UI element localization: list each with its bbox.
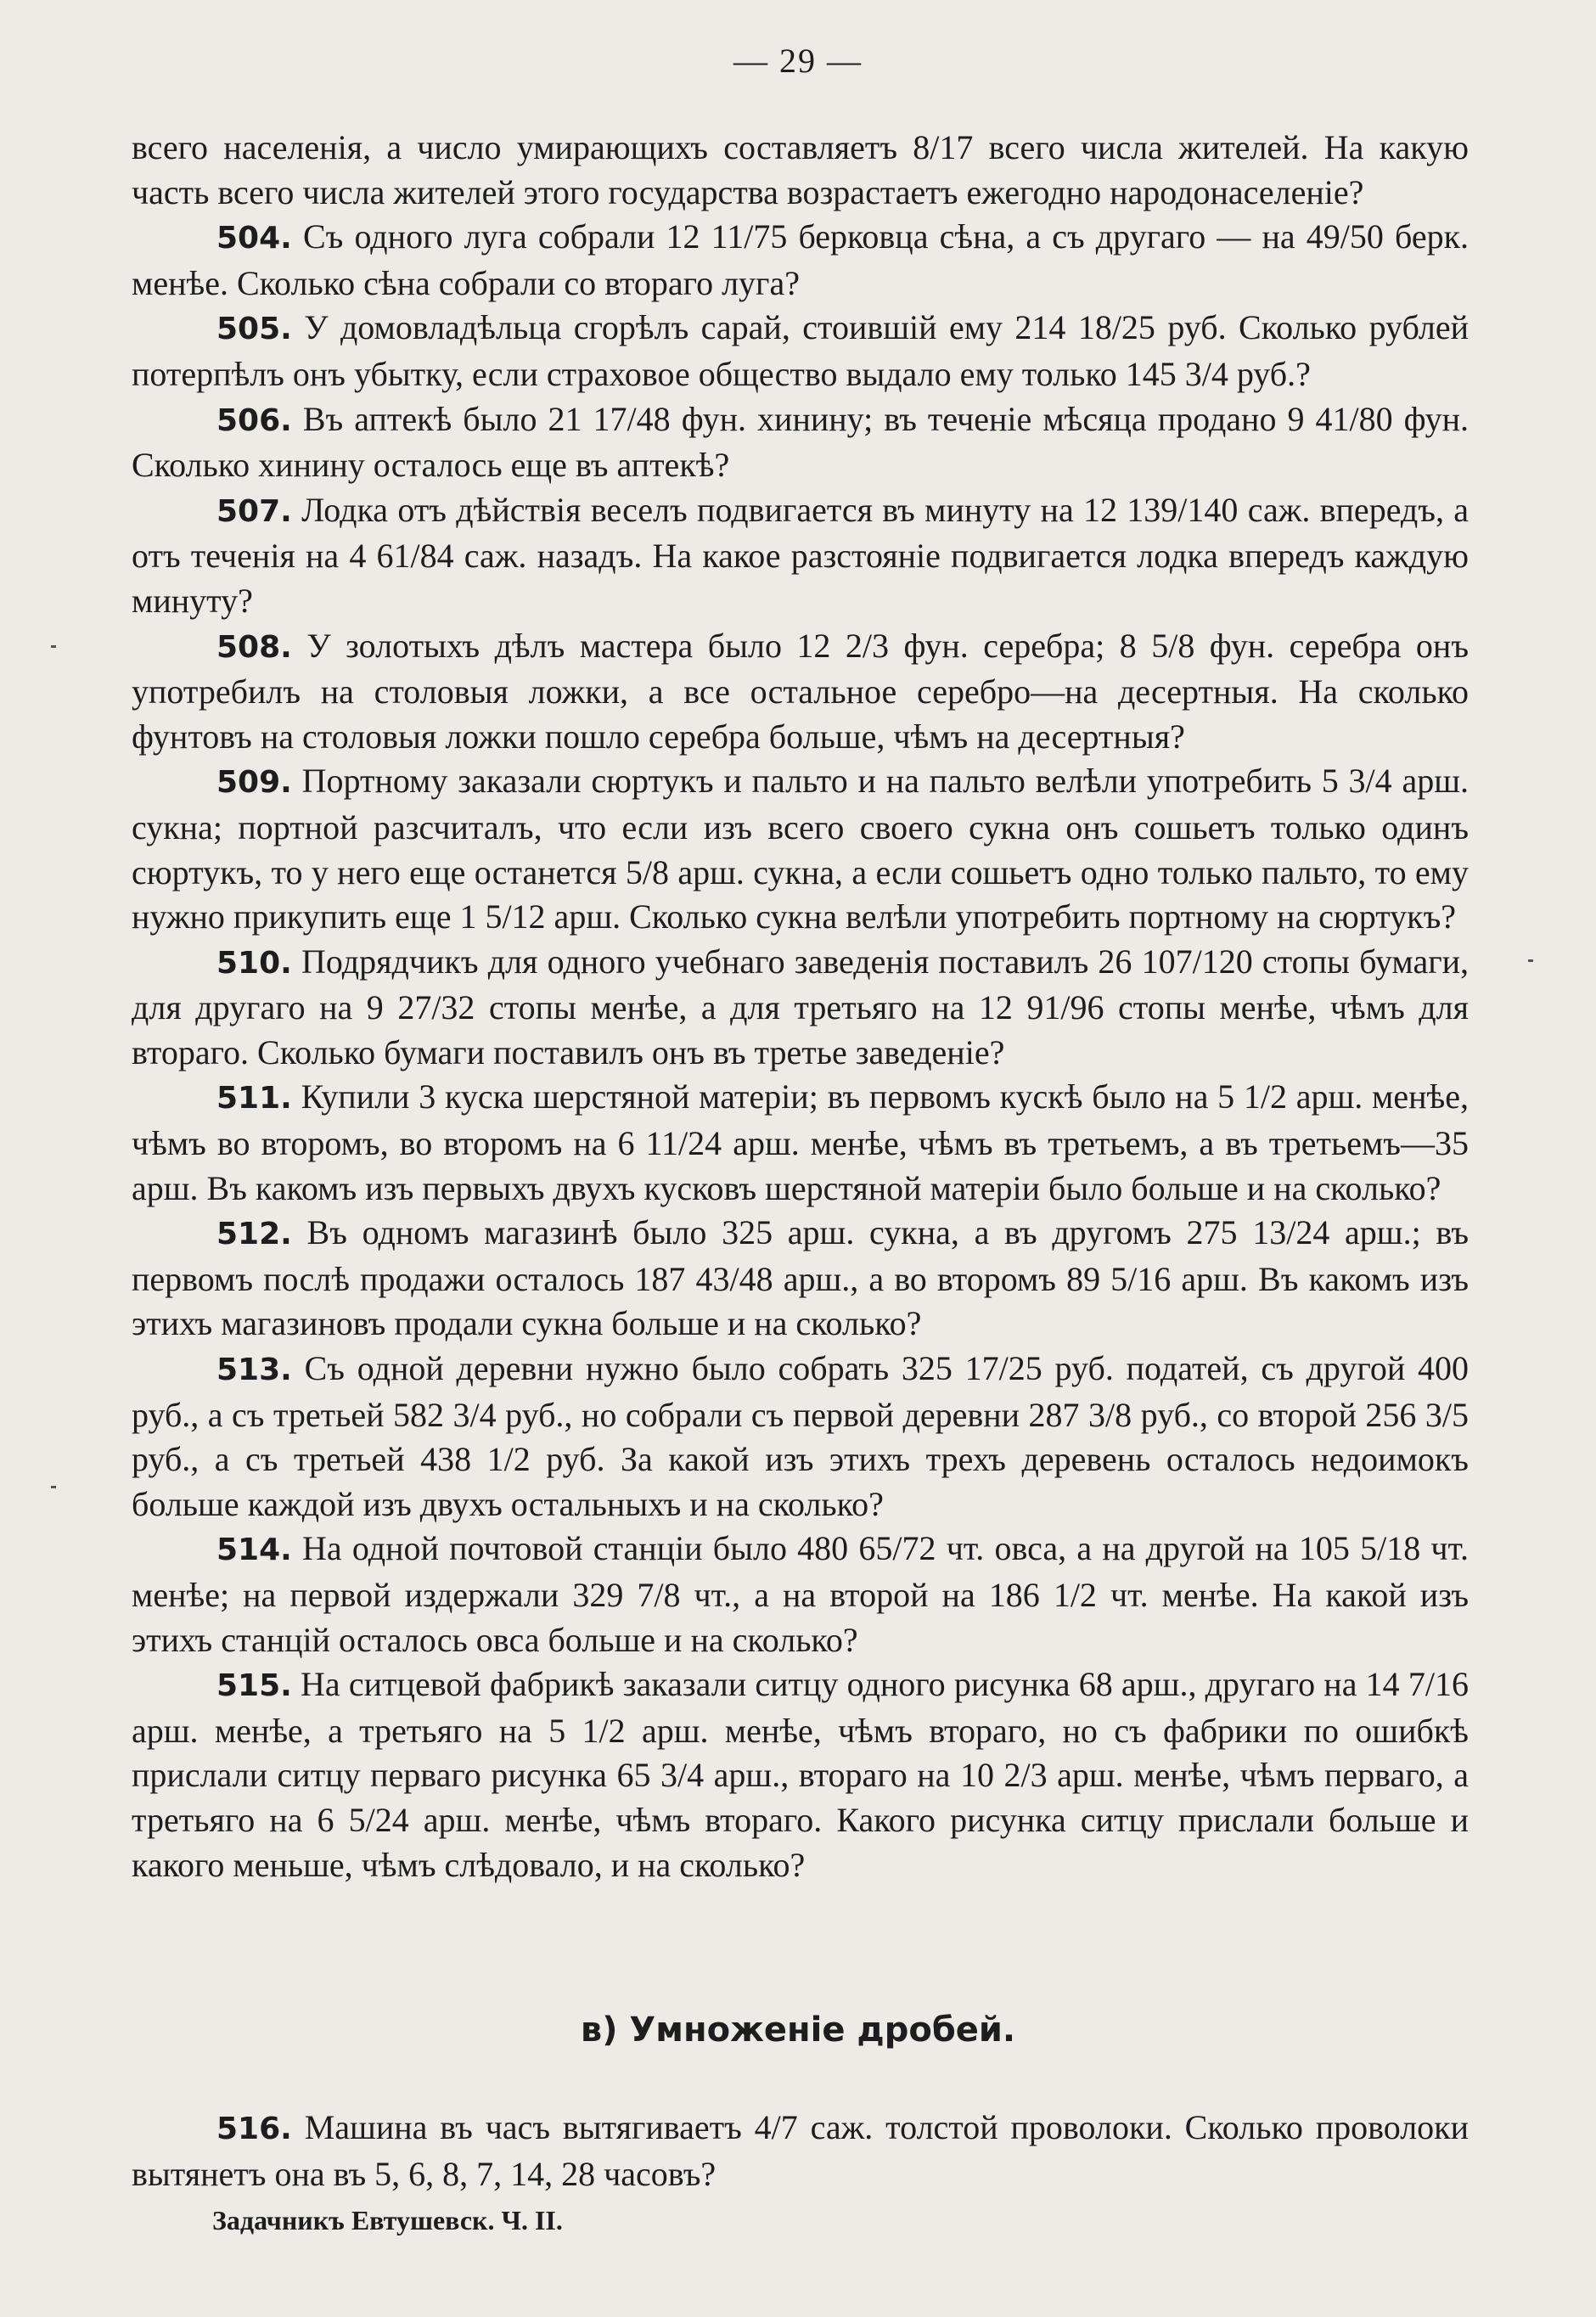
problems-block	[132, 126, 1469, 1887]
problem-516	[132, 2106, 1469, 2196]
problem-text: Въ аптекѣ было 21 17/48 фун. хинину; въ теченіе мѣсяца продано 9 41/80 фун. Сколько хинину осталось еще въ аптекѣ?	[132, 399, 1469, 485]
problem-number: 510.	[216, 945, 292, 981]
problem-number: 513.	[216, 1353, 292, 1388]
problem-506	[132, 397, 1469, 488]
problem-text: Портному заказали сюртукъ и пальто и на пальто велѣли употребить 5 3/4 арш. сукна; портной разсчиталъ, что если изъ всего своего сукна онъ сошьетъ только одинъ сюртукъ, то у него еще останется 5/8 арш. сукна, а если сошьетъ одно только пальто, то ему нужно прикупить еще 1 5/12 арш. Сколько сукна велѣли употребить портному на сюртукъ?	[132, 762, 1469, 936]
problem-text: Купили 3 куска шерстяной матеріи; въ первомъ кускѣ было на 5 1/2 арш. менѣе, чѣмъ во второмъ, во второмъ на 6 11/24 арш. менѣе, чѣмъ въ третьемъ, а въ третьемъ—35 арш. Въ какомъ изъ первыхъ двухъ кусковъ шерстяной матеріи было больше и на сколько?	[132, 1077, 1470, 1207]
problem-number: 512.	[216, 1217, 292, 1252]
problem-text: Съ одной деревни нужно было собрать 325 17/25 руб. податей, съ другой 400 руб., а съ третьей 582 3/4 руб., но собрали съ первой деревни 287 3/8 руб., со второй 256 3/5 руб., а съ третьей 438 1/2 руб. За какой изъ этихъ трехъ деревень осталось недоимокъ больше каждой изъ двухъ остальныхъ и на сколько?	[132, 1349, 1469, 1523]
problem-507	[132, 488, 1469, 624]
problem-number: 507.	[216, 493, 292, 529]
problem-text: Машина въ часъ вытягиваетъ 4/7 саж. толстой проволоки. Сколько проволоки вытянетъ она въ 5, 6, 8, 7, 14, 28 часовъ?	[132, 2108, 1469, 2193]
problem-number: 509.	[216, 765, 292, 801]
margin-mark	[51, 1486, 56, 1488]
problem-508	[132, 624, 1469, 760]
problem-number: 505.	[216, 312, 292, 347]
problem-text: Въ одномъ магазинѣ было 325 арш. сукна, а въ другомъ 275 13/24 арш.; въ первомъ послѣ продажи осталось 187 43/48 арш., а во второмъ 89 5/16 арш. Въ какомъ изъ этихъ магазиновъ продали сукна больше и на сколько?	[132, 1213, 1470, 1343]
problem-number: 516.	[216, 2112, 292, 2146]
problem-number: 504.	[216, 221, 292, 256]
paragraph-continuation	[132, 126, 1469, 215]
problem-number: 511.	[216, 1081, 292, 1116]
section-title: в) Умноженіе дробей.	[580, 2011, 1016, 2050]
problem-number: 514.	[216, 1532, 292, 1568]
problem-text: У домовладѣльца сгорѣлъ сарай, стоившій ему 214 18/25 руб. Сколько рублей потерпѣлъ онъ убытку, если страховое общество выдало ему только 145 3/4 руб.?	[132, 308, 1470, 393]
problem-513	[132, 1347, 1469, 1527]
problem-515	[132, 1662, 1469, 1887]
page-number: — 29 —	[733, 42, 863, 80]
problem-505	[132, 306, 1469, 396]
problem-text: Лодка отъ дѣйствія веселъ подвигается въ минуту на 12 139/140 саж. впередъ, а отъ теченія на 4 61/84 саж. назадъ. На какое разстояніе подвигается лодка впередъ каждую минуту?	[132, 490, 1470, 620]
problem-text: Съ одного луга собрали 12 11/75 берковца сѣна, а съ другаго — на 49/50 берк. менѣе. Сколько сѣна собрали со втораго луга?	[132, 217, 1470, 302]
margin-mark	[1528, 959, 1533, 962]
footer-signature: Задачникъ Евтушевск. Ч. II.	[212, 2205, 563, 2235]
problem-number: 508.	[216, 629, 292, 665]
problem-512	[132, 1211, 1469, 1347]
problem-514	[132, 1527, 1469, 1662]
margin-mark	[51, 645, 56, 648]
problem-510	[132, 940, 1469, 1076]
problem-number: 515.	[216, 1668, 292, 1704]
problem-number: 506.	[216, 402, 292, 438]
problem-text: На ситцевой фабрикѣ заказали ситцу одного рисунка 68 арш., другаго на 14 7/16 арш. менѣе, а третьяго на 5 1/2 арш. менѣе, чѣмъ втораго, но съ фабрики по ошибкѣ прислали ситцу перваго рисунка 65 3/4 арш., втораго на 10 2/3 арш. менѣе, чѣмъ перваго, а третьяго на 6 5/24 арш. менѣе, чѣмъ втораго. Какого рисунка ситцу прислали больше и какого меньше, чѣмъ слѣдовало, и на сколько?	[132, 1665, 1470, 1884]
paragraph-text: всего населенія, а число умирающихъ составляетъ 8/17 всего числа жителей. На какую часть всего числа жителей этого государства возрастаетъ ежегодно народонаселеніе?	[132, 128, 1469, 211]
problem-text: На одной почтовой станціи было 480 65/72 чт. овса, а на другой на 105 5/18 чт. менѣе; на первой издержали 329 7/8 чт., а на второй на 186 1/2 чт. менѣе. На какой изъ этихъ станцій осталось овса больше и на сколько?	[132, 1529, 1470, 1659]
problem-504	[132, 215, 1469, 306]
problem-text: У золотыхъ дѣлъ мастера было 12 2/3 фун. серебра; 8 5/8 фун. серебра онъ употребилъ на столовыя ложки, а все остальное серебро—на десертныя. На сколько фунтовъ на столовыя ложки пошло серебра больше, чѣмъ на десертныя?	[132, 626, 1470, 756]
problem-509	[132, 759, 1469, 939]
problems-block-2	[132, 2106, 1469, 2196]
problem-text: Подрядчикъ для одного учебнаго заведенія поставилъ 26 107/120 стопы бумаги, для другаго на 9 27/32 стопы менѣе, а для третьяго на 12 91/96 стопы менѣе, чѣмъ для втораго. Сколько бумаги поставилъ онъ въ третье заведеніе?	[132, 942, 1470, 1071]
problem-511	[132, 1075, 1469, 1211]
